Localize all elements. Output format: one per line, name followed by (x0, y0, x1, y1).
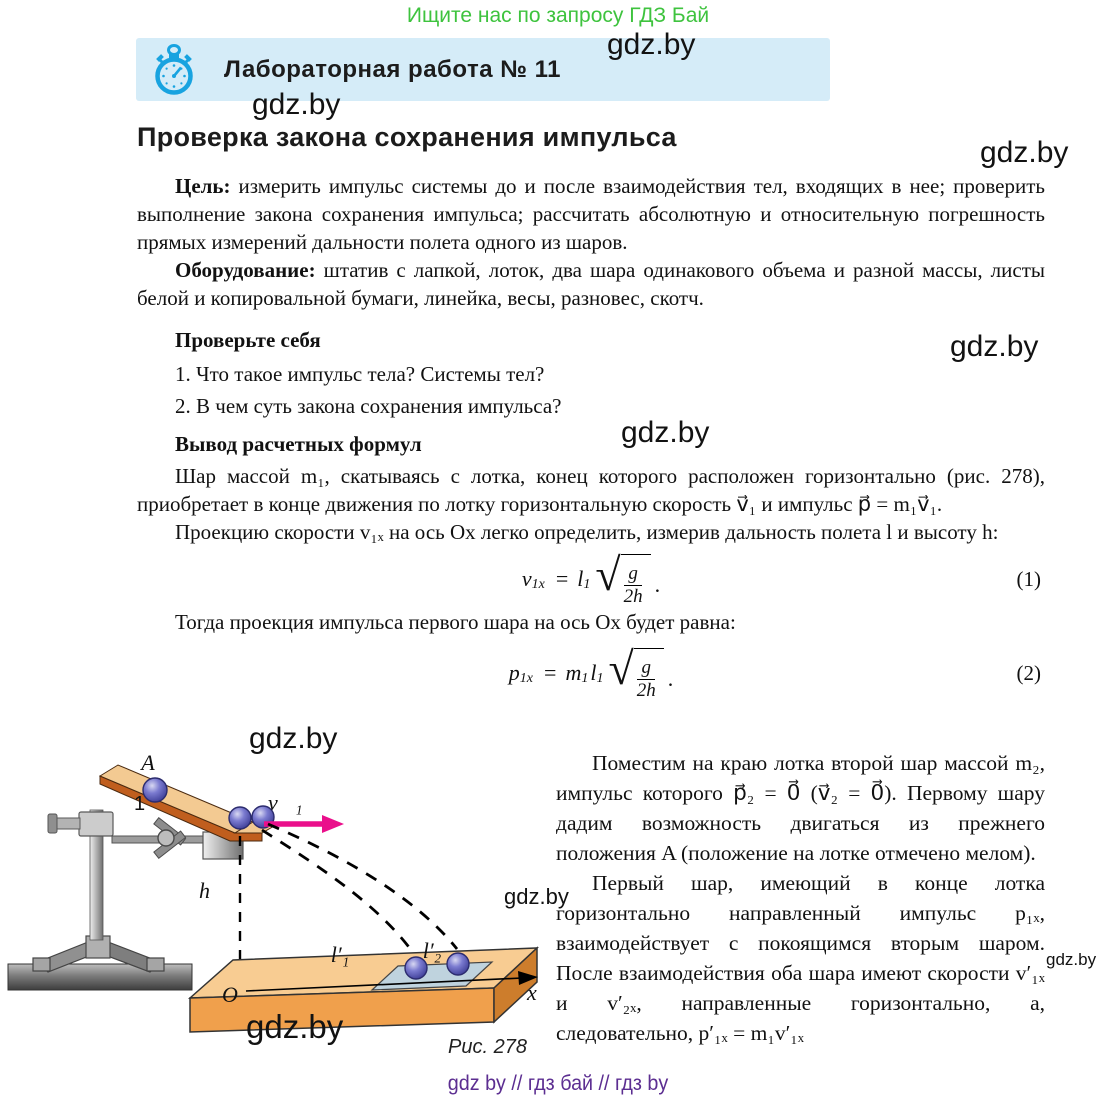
equipment-text: штатив с лапкой, лоток, два шара одинакового объема и разной массы, листы белой и копировальной бумаги, линейка, весы, разновес, скотч. (137, 258, 1045, 310)
f1-denominator: 2h (623, 586, 643, 607)
stopwatch-icon (152, 43, 196, 97)
question-1: 1. Что такое импульс тела? Системы тел? (175, 362, 545, 386)
equation-number-1: (1) (1016, 567, 1041, 591)
ball-rolls-paragraph: Шар массой m₁, скатываясь с лотка, конец которого расположен горизонтально (рис. 278), приобретает в конце движения по лотку горизонтальную скорость v⃗₁ и импульс p⃗ = m₁v⃗₁. (137, 464, 1045, 516)
lab-work-title: Лабораторная работа № 11 (224, 55, 562, 83)
goal-paragraph (137, 172, 1045, 256)
watermark: gdz.by (252, 88, 341, 121)
check-yourself-heading: Проверьте себя (175, 328, 321, 352)
f2-period: . (667, 666, 674, 691)
watermark: gdz.by (950, 330, 1039, 363)
equation-number-2: (2) (1016, 661, 1041, 685)
main-text-column (137, 172, 1045, 702)
radical-sign: √ (608, 643, 634, 694)
watermark: gdz.by (607, 28, 696, 61)
f1-radical (595, 551, 650, 607)
f1-coef-sub: 1 (583, 577, 591, 592)
goal-text: измерить импульс системы до и после взаимодействия тел, входящих в нее; проверить выполнение закона сохранения импульса; рассчитать абсолютную и относительную погрешность прямых измерений дальности полета одного из шаров. (137, 174, 1045, 254)
f2-mass: m (565, 660, 582, 685)
first-ball-interacts-paragraph: Первый шар, имеющий в конце лотка горизонтально направленный импульс p₁ₓ, взаимодействует с покоящимся вторым шаром. После взаимодействия оба шара имеют скорости v′₁ₓ и v′₂ₓ, направленные горизонтально, а, следовательно, p′₁ₓ = m₁v′₁ₓ (556, 871, 1045, 1045)
label-l2-prime: l′₂ (422, 938, 442, 963)
clamp-screw (154, 818, 186, 859)
ball-on-incline (143, 778, 167, 802)
page-title: Проверка закона сохранения импульса (137, 122, 677, 152)
watermark: gdz.by (504, 884, 569, 909)
f1-lhs: v (521, 566, 532, 591)
equipment-paragraph (137, 256, 1045, 312)
label-origin: O (222, 982, 238, 1007)
f2-mass-sub: 1 (581, 671, 589, 686)
watermark: gdz.by (249, 722, 338, 755)
f1-period: . (654, 572, 661, 597)
equipment-label: Оборудование: (175, 258, 316, 282)
formula-2 (137, 644, 1045, 702)
f1-numerator: g (624, 564, 642, 586)
label-x-axis: x (527, 980, 537, 1005)
promo-banner: Ищите нас по запросу ГДЗ Бай (406, 4, 710, 27)
watermark: gdz.by (621, 416, 710, 449)
question-2: 2. В чем суть закона сохранения импульса? (175, 394, 562, 418)
label-height: h (199, 878, 210, 903)
figure-caption: Рис. 278 (448, 1036, 527, 1058)
f2-lhs-sub: 1x (519, 671, 534, 686)
formula-1 (137, 550, 1045, 608)
derivation-heading: Вывод расчетных формул (175, 432, 422, 456)
f2-coef: l (590, 660, 597, 685)
f2-lhs: p (508, 660, 520, 685)
label-ramp-number: 1 (134, 793, 146, 815)
label-point-a: A (141, 750, 155, 775)
landing-board (190, 948, 537, 1032)
velocity-arrow (264, 815, 344, 833)
ramp-tray (100, 765, 281, 841)
f1-equals: = (555, 566, 569, 591)
f2-radical (608, 645, 663, 701)
right-text-column (556, 748, 1045, 1048)
projection-paragraph: Проекцию скорости v₁ₓ на ось Ox легко определить, измерив дальность полета l и высоту h: (175, 520, 999, 544)
f2-denominator: 2h (636, 680, 656, 701)
label-l1-prime: l′₁ (330, 942, 350, 967)
watermark: gdz.by (980, 136, 1069, 169)
f2-equals: = (544, 660, 557, 685)
watermark: gdz.by (1046, 950, 1097, 969)
goal-label: Цель: (175, 174, 231, 198)
radical-sign: √ (595, 549, 621, 600)
then-paragraph: Тогда проекция импульса первого шара на ось Ox будет равна: (175, 610, 736, 634)
f1-lhs-sub: 1x (531, 577, 545, 592)
lab-work-header (136, 38, 830, 101)
f2-numerator: g (637, 658, 655, 680)
ball-at-ramp-end-1 (229, 807, 251, 829)
f1-coef: l (577, 566, 584, 591)
watermark: gdz.by (246, 1008, 344, 1045)
place-second-ball-paragraph: Поместим на краю лотка второй шар массой m₂, импульс которого p⃗₂ = 0⃗ (v⃗₂ = 0⃗). Первому шару дадим возможность двигаться из прежнего положения A (положение на лотке отмечено мелом). (556, 751, 1045, 865)
landed-ball-2 (447, 953, 469, 975)
label-velocity: v⃗₁ (268, 790, 303, 815)
f2-coef-sub: 1 (596, 671, 604, 686)
footer-site-links: gdz by // гдз бай // гдз by (447, 1072, 669, 1095)
